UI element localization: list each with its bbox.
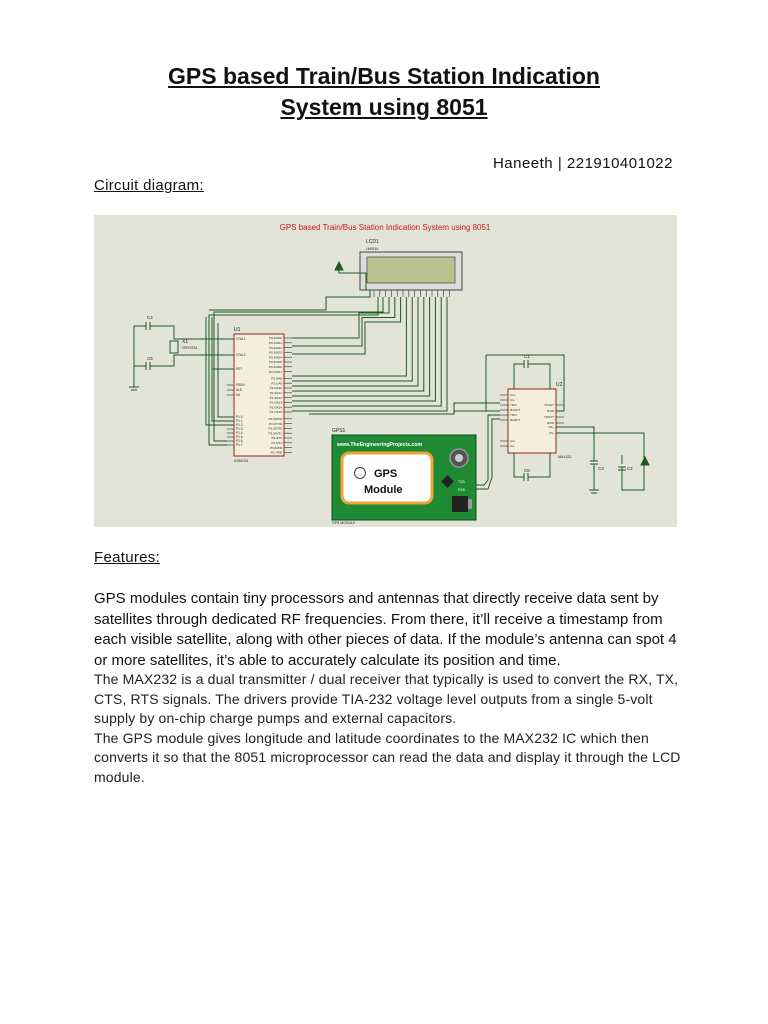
- gps-module: [332, 428, 476, 525]
- gps-pin-txd: TXD: [458, 480, 465, 484]
- u2-pin-label: R1OUT: [510, 408, 521, 413]
- c5-label: C5: [147, 356, 153, 361]
- u2-pin-label: R2IN: [547, 421, 554, 426]
- circuit-diagram: [94, 215, 677, 527]
- lcd-part: LM016L: [366, 247, 379, 251]
- u1-pin-label: P2.6/A14: [269, 405, 282, 410]
- gps-pin-rxd: RXD: [458, 488, 466, 492]
- gps-url: www.TheEngineeringProjects.com: [337, 442, 423, 448]
- u1-pin-label: PSEN: [236, 383, 245, 388]
- u1-pin-label: P2.1/A9: [271, 381, 282, 386]
- u1-pin-label: P0.3/AD3: [269, 350, 282, 355]
- u2-pin-label: T1IN: [510, 403, 517, 408]
- u1-pin-label: P2.0/A8: [271, 376, 282, 381]
- u1-pin-label: P3.0/RXD: [268, 417, 282, 421]
- u2-pin-label: R1IN: [547, 409, 554, 414]
- u1-pin-label: P0.0/AD0: [269, 336, 282, 341]
- gps-part: GPS MODULE: [332, 521, 356, 525]
- u2-pin-label: C2+: [510, 439, 516, 444]
- features-paragraph-gps: GPS modules contain tiny processors and antennas that directly receive data sent by satellites through dedicated RF frequencies. From there, it’ll receive a timestamp from each visible satellite, along with other pieces of data. If the module’s antenna can spot 4 or more satellites, it’s able to accurately calculate its position and time.: [94, 590, 677, 669]
- diagram-title: GPS based Train/Bus Station Indication System using 8051: [279, 223, 491, 232]
- u2-pin-label: R2OUT: [510, 418, 521, 423]
- u2-pin-label: C1-: [510, 398, 515, 403]
- features-paragraph-max232: The MAX232 is a dual transmitter / dual receiver that typically is used to convert the RX, TX, CTS, RTS signals. The drivers provide TIA-232 voltage level outputs from a single 5-volt supply by on-chip charge pumps and external capacitors.: [94, 671, 679, 726]
- u2-pin-label: T1OUT: [544, 403, 554, 408]
- u1-pin-label: P1.6: [236, 439, 243, 444]
- u1-pin-label: P1.4: [236, 431, 243, 436]
- u1-pin-label: P2.5/A13: [269, 400, 282, 405]
- lcd-label: LCD1: [366, 239, 379, 245]
- author-line: Haneeth | 221910401022: [492, 155, 673, 172]
- u1-pin-label: XTAL2: [236, 353, 246, 358]
- u2-pin-label: T2OUT: [544, 415, 554, 420]
- c3-label: C3: [598, 466, 604, 471]
- u1-pin-label: P2.4/A12: [269, 395, 282, 400]
- c1-label: C1: [524, 354, 530, 359]
- u1-pin-label: P0.7/AD7: [269, 369, 282, 374]
- c4-label: C4: [147, 315, 153, 320]
- lcd-screen: [367, 257, 455, 283]
- gps-ref: GPS1: [332, 428, 346, 434]
- u1-part: AT89C51: [234, 459, 249, 463]
- u2-pin-label: T2IN: [510, 413, 517, 418]
- u1-pin-label: P0.2/AD2: [269, 345, 282, 350]
- document-title-line-2: System using 8051: [280, 94, 488, 120]
- u1-microcontroller: [227, 327, 292, 463]
- u1-pin-label: P0.5/AD5: [269, 360, 282, 365]
- u1-pin-label: P1.5: [236, 435, 243, 440]
- u1-pin-label: P0.1/AD1: [269, 341, 282, 345]
- u1-pin-label: P3.7/RD: [270, 450, 282, 455]
- u2-pin-label: C2-: [510, 444, 515, 449]
- c6-label: C6: [524, 468, 530, 473]
- gps-indicator-icon: [355, 468, 366, 479]
- u1-pin-label: RST: [236, 367, 243, 372]
- u2-pin-label: VS-: [548, 431, 554, 436]
- u1-pin-label: P3.5/T1: [271, 441, 282, 445]
- u1-pin-label: P1.0: [236, 415, 243, 420]
- u1-pin-label: ALE: [236, 388, 243, 393]
- c2-label: C2: [627, 466, 633, 471]
- gps-regulator-icon: [452, 496, 468, 512]
- u1-pin-label: P2.7/A15: [269, 410, 282, 415]
- u1-label: U1: [234, 327, 241, 333]
- u2-part: MAX232: [558, 455, 572, 459]
- features-paragraph-flow: The GPS module gives longitude and latitude coordinates to the MAX232 IC which then converts it so that the 8051 microprocessor can read the data and display it through the LCD module.: [94, 729, 681, 785]
- u1-pin-label: P3.1/TXD: [268, 421, 282, 426]
- u1-pin-label: P1.3: [236, 427, 243, 432]
- u1-pin-label: P3.3/INT1: [268, 431, 282, 436]
- features-paragraphs: [94, 670, 694, 787]
- u1-pin-label: P1.7: [236, 443, 243, 448]
- u1-pin-label: P2.2/A10: [269, 386, 282, 391]
- u1-pin-label: P0.4/AD4: [269, 355, 282, 360]
- u1-pin-label: P2.3/A11: [269, 391, 282, 395]
- features-heading: Features:: [94, 549, 161, 566]
- u1-pin-label: P3.6/WR: [269, 445, 282, 450]
- gps-text-1: GPS: [374, 468, 398, 480]
- u1-pin-label: P1.2: [236, 423, 243, 428]
- u2-pin-label: C1+: [510, 393, 516, 398]
- crystal-part: CRYSTAL: [182, 346, 198, 350]
- u1-pin-label: P1.1: [236, 419, 243, 424]
- u1-pin-label: P3.2/INT0: [268, 426, 282, 431]
- u1-pin-label: P3.4/T0: [271, 436, 282, 441]
- gps-text-2: Module: [364, 484, 403, 496]
- u1-pin-label: EA: [236, 393, 241, 398]
- crystal-label: X1: [182, 339, 189, 345]
- u1-pin-label: XTAL1: [236, 337, 246, 342]
- document-title-line-1: GPS based Train/Bus Station Indication: [168, 63, 600, 89]
- circuit-diagram-heading: Circuit diagram:: [94, 177, 204, 194]
- u1-pin-label: P0.6/AD6: [269, 365, 282, 369]
- u2-pin-label: VS+: [548, 425, 554, 430]
- u2-label: U2: [556, 382, 563, 388]
